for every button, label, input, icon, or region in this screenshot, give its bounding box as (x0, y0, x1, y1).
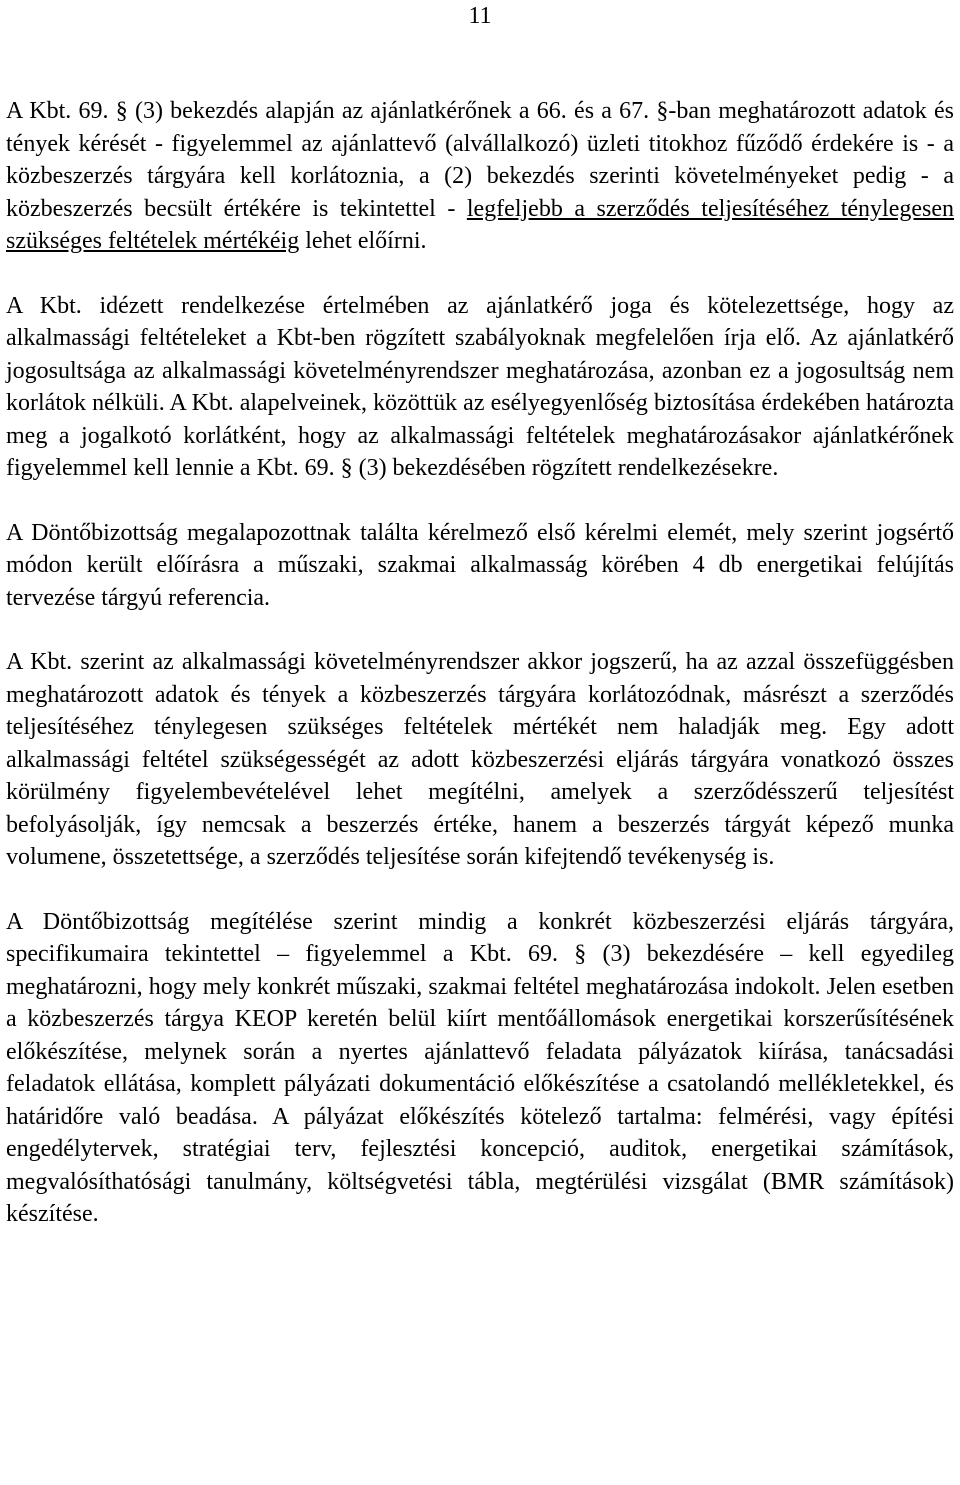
document-body (6, 95, 954, 1231)
paragraph-2: A Kbt. idézett rendelkezése értelmében az ajánlatkérő joga és kötelezettsége, hogy az alkalmassági feltételeket a Kbt-ben rögzített szabályoknak megfelelően írja elő. Az ajánlatkérő jogosultsága az alkalmassági követelményrendszer meghatározása, azonban ez a jogosultság nem korlátok nélküli. A Kbt. alapelveinek, közöttük az esélyegyenlőség biztosítása érdekében határozta meg a jogalkotó korlátként, hogy az alkalmassági feltételek meghatározásakor ajánlatkérőnek figyelemmel kell lennie a Kbt. 69. § (3) bekezdésében rögzített rendelkezésekre. (6, 292, 954, 481)
paragraph-1-underlined-text: legfeljebb a szerződés teljesítéséhez ténylegesen szükséges feltételek mértékéig (6, 195, 955, 254)
paragraph-1-text-after: lehet előírni. (299, 228, 427, 254)
paragraph-1-text-before: A Kbt. 69. § (3) bekezdés alapján az ajánlatkérőnek a 66. és a 67. §-ban meghatározott adatok és tények kérését - figyelemmel az ajánlattevő (alvállalkozó) üzleti titokhoz fűződő érdekére is - a közbeszerzés tárgyára kell korlátoznia, a (2) bekezdés szerinti követelményeket pedig - a közbeszerzés becsült értékére is tekintettel - (6, 98, 954, 222)
paragraph-4: A Kbt. szerint az alkalmassági követelményrendszer akkor jogszerű, ha az azzal összefüggésben meghatározott adatok és tények a közbeszerzés tárgyára korlátozódnak, másrészt a szerződés teljesítéséhez ténylegesen szükséges feltételek mértékét nem haladják meg. Egy adott alkalmassági feltétel szükségességét az adott közbeszerzési eljárás tárgyára vonatkozó összes körülmény figyelembevételével lehet megítélni, amelyek a szerződésszerű teljesítést befolyásolják, így nemcsak a beszerzés értéke, hanem a beszerzés tárgyát képező munka volumene, összetettsége, a szerződés teljesítése során kifejtendő tevékenység is. (6, 649, 954, 870)
paragraph-3: A Döntőbizottság megalapozottnak találta kérelmező első kérelmi elemét, mely szerint jogsértő módon került előírásra a műszaki, szakmai alkalmasság körében 4 db energetikai felújítás tervezése tárgyú referencia. (6, 519, 954, 611)
paragraph-1 (6, 95, 954, 258)
page-number: 11 (468, 3, 492, 29)
paragraph-5: A Döntőbizottság megítélése szerint mindig a konkrét közbeszerzési eljárás tárgyára, specifikumaira tekintettel – figyelemmel a Kbt. 69. § (3) bekezdésére – kell egyedileg meghatározni, hogy mely konkrét műszaki, szakmai feltétel meghatározása indokolt. Jelen esetben a közbeszerzés tárgya KEOP keretén belül kiírt mentőállomások energetikai korszerűsítésének előkészítése, melynek során a nyertes ajánlattevő feladata pályázatok kiírása, tanácsadási feladatok ellátása, komplett pályázati dokumentáció előkészítése a csatolandó mellékletekkel, és határidőre való beadása. A pályázat előkészítés kötelező tartalma: felmérési, vagy építési engedélytervek, stratégiai terv, fejlesztési koncepció, auditok, energetikai számítások, megvalósíthatósági tanulmány, költségvetési tábla, megtérülési vizsgálat (BMR számítások) készítése. (6, 908, 954, 1227)
